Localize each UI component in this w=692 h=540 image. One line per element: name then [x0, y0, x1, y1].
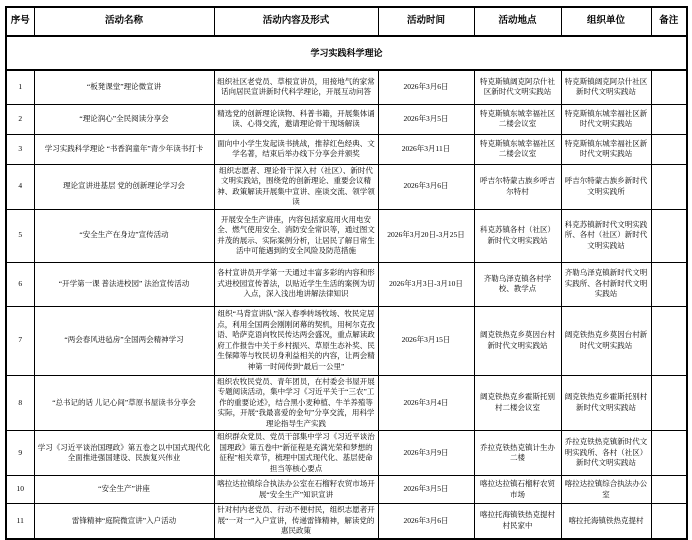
activity-name: “开学第一课 普法进校园” 法治宣传活动	[34, 262, 214, 306]
organizer-cell: 特克斯镇东城幸福社区新时代文明实践站	[561, 104, 651, 134]
table-row	[6, 104, 687, 134]
remark-cell	[651, 306, 687, 375]
activity-location: 喀拉达拉镇石榴籽农贸市场	[474, 476, 561, 504]
activity-name: “板凳课堂”理论微宣讲	[34, 70, 214, 104]
activity-time: 2026年3月15日	[378, 306, 474, 375]
header-remark: 备注	[651, 7, 687, 36]
remark-cell	[651, 476, 687, 504]
row-number: 5	[6, 209, 34, 262]
activity-name: “安全生产”讲座	[34, 476, 214, 504]
activity-content: 面向中小学生发起读书挑战，推荐红色经典、文学名著，结束后举办线下分享会并颁奖	[214, 134, 378, 164]
table-header-row	[6, 7, 687, 36]
activity-time: 2026年3月5日	[378, 476, 474, 504]
section-title-row	[6, 36, 687, 70]
activity-time: 2026年3月4日	[378, 375, 474, 431]
activity-name: 理论宣讲进基层 党的创新理论学习会	[34, 164, 214, 209]
organizer-cell: 阔克铁热克乡霍斯托别村新时代文明实践站	[561, 375, 651, 431]
activity-content: 各村宣讲员开学第一天通过丰富多彩的内容和形式进校园宣传普法，以贴近学生生活的案例为切入点，深入浅出地讲解法律知识	[214, 262, 378, 306]
organizer-cell: 特克斯镇阔克阿尕什社区新时代文明实践站	[561, 70, 651, 104]
remark-cell	[651, 209, 687, 262]
row-number: 11	[6, 504, 34, 539]
activity-content: 精选党的创新理论读物、科普书籍，开展集体诵读、心得交流，邀请理论骨干现场解读	[214, 104, 378, 134]
activity-time: 2026年3月6日	[378, 70, 474, 104]
organizer-cell: 齐勒乌泽克镇新时代文明实践所、各村新时代文明实践站	[561, 262, 651, 306]
remark-cell	[651, 431, 687, 476]
remark-cell	[651, 104, 687, 134]
activity-name: “总书记的话 儿记心间”草原书屋读书分享会	[34, 375, 214, 431]
activity-name: 学习《习近平谈治国理政》第五卷之以中国式现代化全面推进强国建设、民族复兴伟业	[34, 431, 214, 476]
activity-content: 针对村内老党员、行动不便村民，组织志愿者开展“一对一”入户宣讲，传递雷锋精神，解读党的惠民政策	[214, 504, 378, 539]
activity-name: “两会春风进毡房”全国两会精神学习	[34, 306, 214, 375]
activity-name: “安全生产在身边”宣传活动	[34, 209, 214, 262]
header-serial-number: 序号	[6, 7, 34, 36]
organizer-cell: 阔克铁热克乡莫因台村新时代文明实践站	[561, 306, 651, 375]
activity-name: 雷锋精神“庭院微宣讲”入户活动	[34, 504, 214, 539]
remark-cell	[651, 504, 687, 539]
row-number: 9	[6, 431, 34, 476]
row-number: 4	[6, 164, 34, 209]
table-row	[6, 375, 687, 431]
activity-time: 2026年3月6日	[378, 164, 474, 209]
activity-content: 组织农牧民党员、青年团员，在村委会书屋开展专题阅读活动，集中学习《习近平关于“三农”工作的重要论述》，结合黑小麦种植、牛羊养殖等实际，开展“我最喜爱的金句”分享交流，用科学理论指导生产实践	[214, 375, 378, 431]
organizer-cell: 喀拉托海镇铁热克提村	[561, 504, 651, 539]
remark-cell	[651, 134, 687, 164]
activity-location: 呼吉尔特蒙古族乡呼吉尔特村	[474, 164, 561, 209]
activity-content: 组织群众党员、党员干部集中学习《习近平谈治国理政》第五卷中“新征程是充满光荣和梦想的征程”相关章节，梳理中国式现代化、基层使命担当等核心要点	[214, 431, 378, 476]
row-number: 8	[6, 375, 34, 431]
table-row	[6, 431, 687, 476]
row-number: 3	[6, 134, 34, 164]
activity-location: 特克斯镇阔克阿尕什社区新时代文明实践站	[474, 70, 561, 104]
activity-content: 喀拉达拉镇综合执法办公室在石榴籽农贸市场开展“安全生产”知识宣讲	[214, 476, 378, 504]
organizer-cell: 喀拉达拉镇综合执法办公室	[561, 476, 651, 504]
table-row	[6, 306, 687, 375]
activity-name: 学习实践科学理论 “书香润童年”青少年读书打卡	[34, 134, 214, 164]
row-number: 1	[6, 70, 34, 104]
activity-location: 特克斯镇东城幸福社区二楼会议室	[474, 104, 561, 134]
organizer-cell: 乔拉克铁热克镇新时代文明实践所、各村（社区）新时代文明实践站	[561, 431, 651, 476]
remark-cell	[651, 164, 687, 209]
remark-cell	[651, 375, 687, 431]
table-row	[6, 209, 687, 262]
row-number: 2	[6, 104, 34, 134]
activity-time: 2026年3月20日-3月25日	[378, 209, 474, 262]
activity-content: 开展安全生产讲座，内容包括家庭用火用电安全、燃气使用安全、消防安全常识等，通过图文并茂的展示、实际案例分析，让居民了解日常生活中可能遇到的安全风险及防范措施	[214, 209, 378, 262]
table-row	[6, 134, 687, 164]
organizer-cell: 科克苏镇新时代文明实践所、各村（社区）新时代文明实践站	[561, 209, 651, 262]
section-title: 学习实践科学理论	[6, 36, 687, 70]
remark-cell	[651, 262, 687, 306]
activity-location: 阔克铁热克乡莫因台村新时代文明实践站	[474, 306, 561, 375]
activity-location: 乔拉克铁热克镇计生办二楼	[474, 431, 561, 476]
table-row	[6, 70, 687, 104]
header-activity-name: 活动名称	[34, 7, 214, 36]
activity-location: 科克苏镇各村（社区）新时代文明实践站	[474, 209, 561, 262]
activity-time: 2026年3月3日-3月10日	[378, 262, 474, 306]
header-activity-content: 活动内容及形式	[214, 7, 378, 36]
header-organizer: 组织单位	[561, 7, 651, 36]
table-row	[6, 504, 687, 539]
header-activity-time: 活动时间	[378, 7, 474, 36]
activity-content: 组织“马背宣讲队”深入春季转场牧场、牧民定居点，利用全国两会刚刚闭幕的契机，用柯尔克孜语、哈萨克语向牧民传达两会盛况，重点解读政府工作报告中关于乡村振兴、草原生态补奖、民生保障等与牧民切身利益相关的内容，让两会精神第一时间传到“最后一公里”	[214, 306, 378, 375]
table-row	[6, 476, 687, 504]
table-row	[6, 164, 687, 209]
organizer-cell: 呼吉尔特蒙古族乡新时代文明实践所	[561, 164, 651, 209]
row-number: 6	[6, 262, 34, 306]
row-number: 10	[6, 476, 34, 504]
activity-location: 喀拉托海镇铁热克提村村民家中	[474, 504, 561, 539]
activity-content: 组织志愿者、理论骨干深入村（社区）、新时代文明实践站，围绕党的创新理论、重要会议精神、政策解读开展集中宣讲、座谈交流、领学领读	[214, 164, 378, 209]
activity-schedule-table	[5, 6, 688, 540]
activity-location: 阔克铁热克乡霍斯托别村二楼会议室	[474, 375, 561, 431]
activity-time: 2026年3月5日	[378, 104, 474, 134]
activity-name: “理论润心”全民阅读分享会	[34, 104, 214, 134]
table-row	[6, 262, 687, 306]
activity-time: 2026年3月9日	[378, 431, 474, 476]
organizer-cell: 特克斯镇东城幸福社区新时代文明实践站	[561, 134, 651, 164]
remark-cell	[651, 70, 687, 104]
activity-location: 特克斯镇东城幸福社区二楼会议室	[474, 134, 561, 164]
activity-time: 2026年3月11日	[378, 134, 474, 164]
header-activity-location: 活动地点	[474, 7, 561, 36]
activity-time: 2026年3月6日	[378, 504, 474, 539]
activity-location: 齐勒乌泽克镇各村学校、教学点	[474, 262, 561, 306]
row-number: 7	[6, 306, 34, 375]
activity-content: 组织社区老党员、草根宣讲员，用接地气的家常话向居民宣讲新时代科学理论，开展互动问答	[214, 70, 378, 104]
